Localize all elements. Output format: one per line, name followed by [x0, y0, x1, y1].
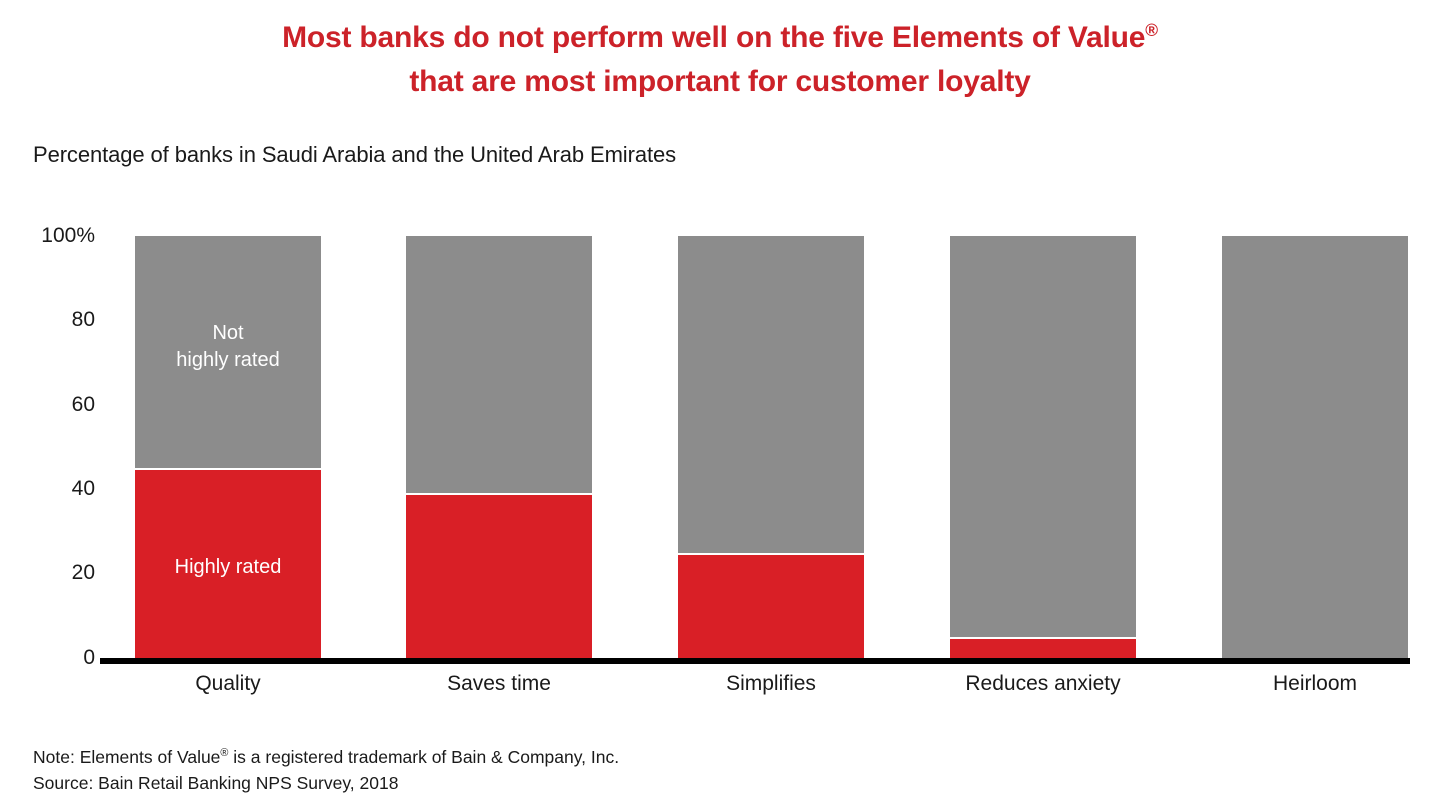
legend-not-highly-rated-line2: highly rated: [176, 349, 280, 371]
bar-segment-not-highly-rated[interactable]: [406, 236, 592, 493]
bar-column-heirloom[interactable]: [1222, 236, 1408, 658]
x-axis-label-reduces-anxiety: Reduces anxiety: [965, 672, 1121, 695]
footnotes: [33, 744, 619, 797]
x-axis-label-saves-time: Saves time: [447, 672, 551, 695]
segment-divider: [678, 553, 864, 555]
y-axis-tick-100: 100%: [41, 224, 95, 247]
bar-segment-highly-rated[interactable]: [135, 468, 321, 658]
footnote-note: [33, 744, 619, 770]
y-axis-tick-80: 80: [71, 308, 95, 331]
segment-divider: [950, 637, 1136, 639]
x-axis-line: [100, 658, 1410, 664]
legend-not-highly-rated-line1: Not: [212, 322, 244, 344]
title-line-1-text: Most banks do not perform well on the five Elements of Value: [282, 21, 1146, 54]
bar-column-reduces-anxiety[interactable]: [950, 236, 1136, 658]
segment-divider: [135, 468, 321, 470]
bar-segment-highly-rated[interactable]: [950, 637, 1136, 658]
registered-trademark-icon: ®: [220, 747, 229, 760]
legend-highly-rated: Highly rated: [174, 556, 282, 578]
segment-divider: [406, 493, 592, 495]
title-line-2: that are most important for customer loyalty: [409, 64, 1031, 98]
bar-segment-not-highly-rated[interactable]: [135, 236, 321, 468]
chart-subtitle: Percentage of banks in Saudi Arabia and the United Arab Emirates: [33, 142, 677, 167]
footnote-source: Source: Bain Retail Banking NPS Survey, 2018: [33, 773, 399, 794]
y-axis-tick-20: 20: [71, 561, 95, 584]
registered-trademark-icon: ®: [1145, 20, 1158, 40]
bar-column-quality[interactable]: [135, 236, 321, 658]
y-axis-tick-0: 0: [83, 646, 95, 669]
bar-column-saves-time[interactable]: [406, 236, 592, 658]
bar-segment-highly-rated[interactable]: [406, 493, 592, 658]
x-axis-label-simplifies: Simplifies: [726, 672, 816, 695]
bar-segment-not-highly-rated[interactable]: [678, 236, 864, 553]
bar-segment-not-highly-rated[interactable]: [950, 236, 1136, 637]
y-axis-tick-40: 40: [71, 477, 95, 500]
footnote-note-suffix: is a registered trademark of Bain & Company, Inc.: [228, 747, 620, 767]
bar-segment-highly-rated[interactable]: [678, 553, 864, 659]
x-axis-label-heirloom: Heirloom: [1272, 672, 1358, 695]
footnote-note-prefix: Note: Elements of Value: [33, 747, 221, 767]
bar-column-simplifies[interactable]: [678, 236, 864, 658]
y-axis-tick-60: 60: [71, 393, 95, 416]
x-axis-label-quality: Quality: [195, 672, 261, 695]
bar-segment-not-highly-rated[interactable]: [1222, 236, 1408, 658]
